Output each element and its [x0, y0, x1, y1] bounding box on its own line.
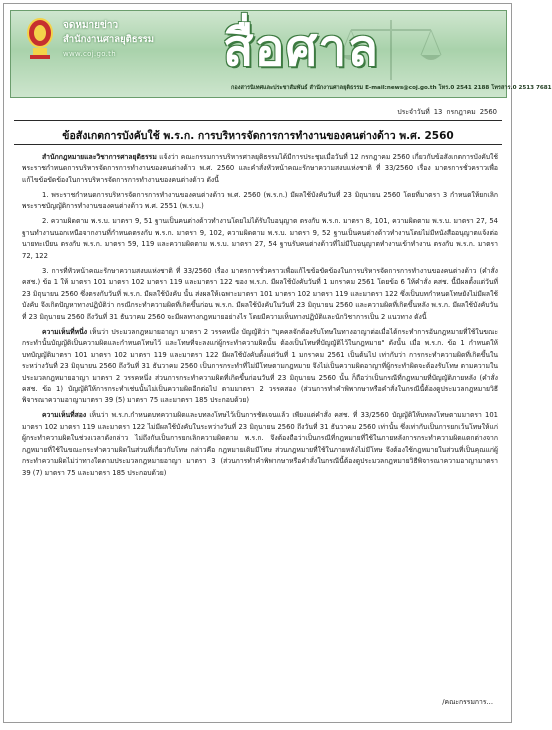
opinion-1-label: ความเห็นที่หนึ่ง [42, 327, 88, 336]
organization-name [63, 19, 154, 61]
org-line-1: จดหมายข่าว [63, 20, 119, 31]
opinion-1 [22, 327, 498, 407]
date-label: ประจำวันที่ [397, 108, 430, 116]
headline-bottom-rule [14, 144, 502, 145]
point-3: 3. การที่หัวหน้าคณะรักษาความสงบแห่งชาติ ที่ 33/2560 เรื่อง มาตรการชั่วคราวเพื่อแก้ไขข้อขัดข้องในการบริหารจัดการการทำงานของคนต่างด้าว (คำสั่ง คสช.) ข้อ 1 ให้ มาตรา 101 มาตรา 102 มาตรา 119 และมาตรา 122 ของ พ.ร.ก. มีผลใช้บังคับวันที่ 1 มกราคม 2561 โดยข้อ 6 ให้คำสั่ง คสช. นี้มีผลตั้งแต่วันที่ 23 มิถุนายน 2560 ซึ่งตรงกับวันที่ พ.ร.ก. มีผลใช้บังคับ นั้น ส่งผลให้เฉพาะมาตรา 101 มาตรา 102 มาตรา 119 และมาตรา 122 ซึ่งเป็นบทกำหนดโทษยังไม่มีผลใช้บังคับ จึงเกิดปัญหาทางปฏิบัติว่า กรณีกระทำความผิดที่เกิดขึ้นก่อน พ.ร.ก. มีผลใช้บังคับในวันที่ 23 มิถุนายน 2560 และความผิดที่เกิดขึ้นหลัง พ.ร.ก. มีผลใช้บังคับวันที่ 23 มิถุนายน 2560 ถึงวันที่ 31 ธันวาคม 2560 จะมีผลทางกฎหมายอย่างไร โดยมีความเห็นทางปฏิบัติและนักวิชาการเป็น 2 แนวทาง ดังนี้ [22, 266, 498, 321]
newsletter-banner [10, 10, 552, 98]
intro-source: สำนักกฎหมายและวิชาการศาลยุติธรรม [42, 153, 157, 161]
newsletter-title: สื่อศาล [223, 19, 380, 77]
opinion-1-text: เห็นว่า ประมวลกฎหมายอาญา มาตรา 2 วรรคหนึ่ง บัญญัติว่า "บุคคลจักต้องรับโทษในทางอาญาต่อเมื่อได้กระทำการอันกฎหมายที่ใช้ในขณะกระทำนั้นบัญญัติเป็นความผิดและกำหนดโทษไว้ และโทษที่จะลงแก่ผู้กระทำความผิดนั้น ต้องเป็นโทษที่บัญญัติไว้ในกฎหมาย" ดังนั้น เมื่อ พ.ร.ก. ข้อ 1 กำหนดให้บทบัญญัติมาตรา 101 มาตรา 102 มาตรา 119 และมาตรา 122 มีผลใช้บังคับตั้งแต่วันที่ 1 มกราคม 2561 เป็นต้นไป เท่ากับว่า การกระทำความผิดที่เกิดขึ้นในระหว่างวันที่ 23 มิถุนายน 2560 ถึงวันที่ 31 ธันวาคม 2560 เป็นการกระทำที่ไม่มีโทษตามกฎหมาย จึงไม่เป็นความผิดอาญาที่ผู้กระทำผิดจะต้องรับโทษ ตามความในประมวลกฎหมายอาญา มาตรา 2 วรรคหนึ่ง ส่วนการกระทำความผิดที่เกิดขึ้นก่อนวันที่ 23 มิถุนายน 2560 นั้น ก็ถือว่าเป็นกรณีที่กฎหมายที่บัญญัติภายหลัง (คำสั่ง คสช. ข้อ 1) บัญญัติให้การกระทำเช่นนั้นไม่เป็นความผิดอีกต่อไป ตามมาตรา 2 วรรคสอง (ส่วนการทำคำพิพากษาหรือคำสั่งในกรณีนี้ต้องดูประมวลกฎหมายวิธีพิจารณาความอาญามาตรา 39 (5) มาตรา 75 และมาตรา 185 ประกอบด้วย) [22, 327, 498, 405]
article-headline: ข้อสังเกตการบังคับใช้ พ.ร.ก. การบริหารจัดการการทำงานของคนต่างด้าว พ.ศ. 2560 [62, 130, 454, 142]
intro-paragraph [22, 152, 498, 186]
issue-date [393, 106, 497, 117]
headline-top-rule [14, 120, 502, 121]
opinion-2-label: ความเห็นที่สอง [42, 411, 87, 420]
court-emblem-icon [23, 15, 57, 61]
point-1: 1. พระราชกำหนดการบริหารจัดการการทำงานของคนต่างด้าว พ.ศ. 2560 (พ.ร.ก.) มีผลใช้บังคับวันที่ 23 มิถุนายน 2560 โดยที่มาตรา 3 กำหนดให้ยกเลิกพระราชบัญญัติการทำงานของคนต่างด้าว พ.ศ. 2551 (พ.ร.บ.) [22, 190, 498, 211]
article-body [22, 152, 498, 483]
date-day: 13 [433, 108, 443, 116]
org-line-2: สำนักงานศาลยุติธรรม [63, 34, 155, 45]
date-month: กรกฎาคม [446, 108, 476, 116]
website-link[interactable]: www.coj.go.th [63, 50, 116, 58]
intro-text: แจ้งว่า คณะกรรมการบริหารศาลยุติธรรมได้มีการประชุมเมื่อวันที่ 12 กรกฎาคม 2560 เกี่ยวกับข้อสังเกตการบังคับใช้พระราชกำหนดการบริหารจัดการการทำงานของคนต่างด้าว พ.ศ. 2560 และคำสั่งหัวหน้าคณะรักษาความสงบแห่งชาติ ที่ 33/2560 เรื่อง มาตรการชั่วคราวเพื่อแก้ไขข้อขัดข้องในการบริหารจัดการการทำงานของคนต่างด้าว ดังนี้ [22, 153, 498, 184]
continued-marker: /คณะกรรมการ... [442, 698, 493, 706]
contact-info: กองสารนิเทศและประชาสัมพันธ์ สำนักงานศาลยุติธรรม E-mail:news@coj.go.th โทร.0 2541 2188 โทรสาร.0 2513 7681 [231, 85, 552, 91]
opinion-2 [22, 410, 498, 479]
date-year: 2560 [479, 108, 497, 116]
page-frame [3, 3, 552, 723]
point-2: 2. ความผิดตาม พ.ร.บ. มาตรา 9, 51 ฐานเป็นคนต่างด้าวทำงานโดยไม่ได้รับใบอนุญาต ตรงกับ พ.ร.ก. มาตรา 8, 101, ความผิดตาม พ.ร.บ. มาตรา 27, 54 ฐานทำงานนอกเหนือจากงานที่กำหนดตรงกับ พ.ร.ก. มาตรา 9, 102, ความผิดตาม พ.ร.บ. มาตรา 9, 52 ฐานเป็นคนต่างด้าวทำงานโดยไม่มีหนังสืออนุญาตแจ้งต่อนายทะเบียน ตรงกับ พ.ร.ก. มาตรา 59, 119 และความผิดตาม พ.ร.บ. มาตรา 27, 54 ฐานรับคนต่างด้าวที่ไม่มีใบอนุญาตทำงานเข้าทำงาน ตรงกับ พ.ร.ก. มาตรา 72, 122 [22, 217, 498, 260]
opinion-2-text: เห็นว่า พ.ร.ก.กำหนดบทความผิดและบทลงโทษไว้เป็นการชัดเจนแล้ว เพียงแต่คำสั่ง คสช. ที่ 33/2560 บัญญัติให้บทลงโทษตามมาตรา 101 มาตรา 102 มาตรา 119 และมาตรา 122 ไม่มีผลใช้บังคับในระหว่างวันที่ 23 มิถุนายน 2560 ถึงวันที่ 31 ธันวาคม 2560 เท่านั้น ซึ่งเท่ากับเป็นการยกเว้นโทษให้แก่ผู้กระทำความผิดในช่วงเวลาดังกล่าว ไม่ถึงกับเป็นการยกเลิกความผิดตาม พ.ร.ก. จึงต้องถือว่าเป็นกรณีที่กฎหมายที่ใช้ในภายหลังการกระทำความผิดแตกต่างจากกฎหมายที่ใช้ในขณะกระทำความผิดในส่วนที่เกี่ยวกับโทษ กล่าวคือ กฎหมายเดิมมีโทษ ส่วนกฎหมายที่ใช้ในภายหลังไม่มีโทษ จึงต้องใช้กฎหมายในส่วนที่เป็นคุณแก่ผู้กระทำความผิดไม่ว่าทางใดตามประมวลกฎหมายอาญา มาตรา 3 (ส่วนการทำคำพิพากษาหรือคำสั่งในกรณีนี้ต้องดูประมวลกฎหมายวิธีพิจารณาความอาญามาตรา 39 (7) มาตรา 75 และมาตรา 185 ประกอบด้วย) [22, 411, 498, 477]
